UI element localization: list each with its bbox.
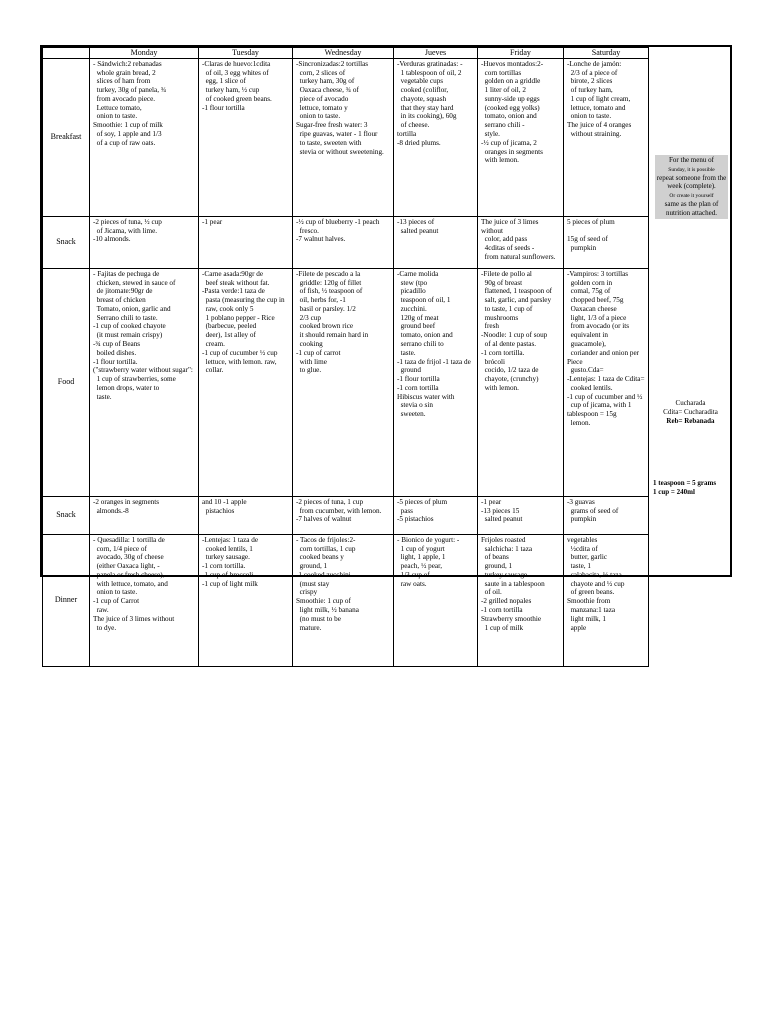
meal-cell [394,268,478,496]
meal-cell-text: -½ cup of blueberry -1 peach fresco. -7 walnut halves. [296,217,380,244]
meal-cell [394,216,478,268]
day-header: Friday [478,48,564,59]
meal-cell [90,534,199,666]
meal-row [43,268,649,496]
meal-cell-text: -Carne molida stew (tpo picadillo teaspoon of oil, 1 zucchini. 120g of meat ground beef tomato, onion and serrano chili to taste. -1 taza de frijol -1 taza de ground -1 flour tortilla -1 corn tortilla Hibiscus water with stevia o sin sweeten. [397,269,471,419]
meal-cell-text: and 10 -1 apple pistachios [202,497,247,515]
notes-column [648,47,730,575]
meal-cell [478,58,564,216]
meal-cell [564,58,649,216]
abbreviation-notes [653,399,728,425]
meal-cell [199,496,293,534]
meal-cell [478,534,564,666]
note-line: same as the plan of nutrition attached. [664,200,719,217]
meal-cell-text: - Sándwich:2 rebanadas whole grain bread, 2 slices of ham from turkey, 30g of panela, ¾ from avocado piece. Lettuce tomato, onion to taste. Smoothie: 1 cup of milk of soy, 1 apple and 1/3 of a cup of raw oats. [93,59,167,147]
meal-cell [90,496,199,534]
meal-cell [394,496,478,534]
meal-cell [564,268,649,496]
note-line: Cucharada [675,399,706,407]
day-header-row [43,48,649,59]
meal-cell-text: -2 pieces of tuna, 1 cup from cucumber, with lemon. -7 halves of walnut [296,497,382,524]
meal-label: Breakfast [43,58,90,216]
note-line: repeat someone from the week (complete). [656,173,727,191]
meal-cell-text: - Tacos de frijoles:2- corn tortillas, 1 cup cooked beans y ground, 1 -1 cooked zucchini (must stay crispy Smoothie: 1 cup of light milk, ½ banana (no must to be mature. [296,535,359,632]
meal-cell-text: -5 pieces of plum pass -5 pistachios [397,497,448,524]
note-line: Cdita= Cucharadita [663,407,718,416]
meal-cell-text: Frijoles roasted salchicha: 1 taza of beans ground, 1 turkey sausage saute in a tablespoon of oil. -2 grilled nopales -1 corn tortilla Strawberry smoothie 1 cup of milk [481,535,545,632]
note-line: Reb= Rebanada [666,416,715,425]
meal-cell-text: -Lonche de jamón: 2/3 of a piece of birote, 2 slices of turkey ham, 1 cup of light cream, lettuce, tomato and onion to taste. The juice of 4 oranges without straining. [567,59,632,138]
note-line: 1 cup = 240ml [653,487,695,496]
meal-cell-text: vegetables ½cdita of butter, garlic taste, 1 calabacita, ½ taza chayote and ½ cup of green beans. Smoothie from manzana:1 taza light milk, 1 apple [567,535,625,632]
meal-label: Dinner [43,534,90,666]
meal-plan-table [42,47,649,667]
meal-cell-text: -Carne asada:90gr de beef steak without fat. -Pasta verde:1 taza de pasta (measuring the cup in raw, cook only 5 1 poblano pepper - Rice (barbecue, peeled deer), 1st alley of cream. -1 cup of cucumber ½ cup lettuce, with lemon. raw, collar. [202,269,285,375]
meal-cell [564,534,649,666]
meal-plan-sheet [40,45,732,632]
meal-cell-text: -Huevos montados:2- corn tortillas golden on a griddle 1 liter of oil, 2 sunny-side up eggs (cooked egg yolks) tomato, onion and serrano chili - style. -½ cup of jicama, 2 oranges in segments with lemon. [481,59,544,165]
meal-row [43,534,649,666]
meal-cell-text: -Verduras gratinadas: - 1 tablespoon of oil, 2 vegetable cups cooked (coliflor, chayote, squash that they stay hard in its cooking), 60g of cheese. tortilla -8 dried plums. [397,59,463,147]
meal-cell [478,496,564,534]
meal-cell-text: -1 pear [202,217,223,226]
meal-label: Snack [43,216,90,268]
meal-cell [90,216,199,268]
meal-cell [199,216,293,268]
meal-cell-text: -1 pear -13 pieces 15 salted peanut [481,497,523,524]
meal-cell-text: - Quesadilla: 1 tortilla de corn, 1/4 piece of avocado, 30g of cheese (either Oaxaca light, - panela or fresh cheese), with lettuce, tomato, and onion to taste. -1 cup of Carrot raw. The juice of 3 limes without to dye. [93,535,175,632]
meal-cell-text: -Claras de huevo:1cdita of oil, 3 egg whites of egg, 1 slice of turkey ham, ½ cup of cooked green beans. -1 flour tortilla [202,59,272,112]
sunday-menu-note [655,155,728,219]
meal-cell-text: The juice of 3 limes without color, add pass 4cditas of seeds - from natural sunflowers. [481,217,556,261]
meal-cell [199,58,293,216]
meal-cell [394,58,478,216]
meal-cell [394,534,478,666]
meal-cell-text: 5 pieces of plum 15g of seed of pumpkin [567,217,615,253]
meal-cell [293,216,394,268]
meal-cell-text: - Bionico de yogurt: - 1 cup of yogurt light, 1 apple, 1 peach, ½ pear, 1/3 cup of raw oats. [397,535,460,588]
day-header: Monday [90,48,199,59]
meal-cell [478,216,564,268]
meal-cell-text: -13 pieces of salted peanut [397,217,439,235]
note-line: For the menu of [669,156,714,164]
day-header: Saturday [564,48,649,59]
meal-cell [90,58,199,216]
meal-cell [199,534,293,666]
meal-cell-text: -Sincronizadas:2 tortillas corn, 2 slices of turkey ham, 30g of Oaxaca cheese, ¾ of piece of avocado lettuce, tomato y onion to taste. Sugar-free fresh water: 3 ripe guavas, water - 1 flour to taste, sweeten with stevia or without sweetening. [296,59,384,156]
meal-row [43,58,649,216]
meal-cell [293,534,394,666]
meal-cell-text: -3 guavas grams of seed of pumpkin [567,497,619,524]
meal-cell [293,58,394,216]
note-line: Sunday, it is possible [668,166,715,173]
meal-cell-text: - Fajitas de pechuga de chicken, stewed in sauce of de jitomate:90gr de breast of chicken Tomato, onion, garlic and Serrano chili to taste. -1 cup of cooked chayote (it must remain crispy) -¾ cup of Beans boiled dishes. -1 flour tortilla. ("strawberry water without sugar": 1 cup of strawberries, some lemon drops, water to taste. [93,269,193,401]
meal-cell-text: -Filete de pollo al 90g of breast flattened, 1 teaspoon of salt, garlic, and parsley to taste, 1 cup of mushrooms fresh -Noodle: 1 cup of soup of al dente pastas. -1 corn tortilla. brócoli cocido, 1/2 taza de chayote, (crunchy) with lemon. [481,269,553,392]
meal-cell [199,268,293,496]
day-header: Tuesday [199,48,293,59]
meal-cell-text: -2 pieces of tuna, ½ cup of Jicama, with lime. -10 almonds. [93,217,162,244]
corner-cell [43,48,90,59]
meal-label: Snack [43,496,90,534]
meal-cell-text: -Vampiros: 3 tortillas golden corn in comal, 75g of chopped beef, 75g Oaxacan cheese light, 1/3 of a piece from avocado (or its equivalent in guacamole), coriander and onion per Piece gusto.Cda= -Lentejas: 1 taza de Cdita= cooked lentils. -1 cup of cucumber and ½ cup of jicama, with 1 tablespoon = 15g lemon. [567,269,645,428]
meal-row [43,216,649,268]
day-header: Jueves [394,48,478,59]
meal-label: Food [43,268,90,496]
meal-cell-text: -Lentejas: 1 taza de cooked lentils, 1 turkey sausage. -1 corn tortilla. -1 cup of broccoli. -1 cup of light milk [202,535,259,588]
meal-cell-text: -2 oranges in segments almonds.-8 [93,497,160,515]
meal-cell [564,496,649,534]
meal-cell [293,496,394,534]
meal-cell [293,268,394,496]
note-line: 1 teaspoon = 5 grams [653,479,717,487]
meal-cell [564,216,649,268]
equivalences [653,479,728,497]
note-line: Or create it yourself [669,193,714,200]
meal-cell [478,268,564,496]
meal-row [43,496,649,534]
day-header: Wednesday [293,48,394,59]
meal-cell [90,268,199,496]
meal-cell-text: -Filete de pescado a la griddle: 120g of fillet of fish, ½ teaspoon of oil, herbs for, -1 basil or parsley. 1/2 2/3 cup cooked brown rice it should remain hard in cooking -1 cup of carrot with lime to glue. [296,269,369,375]
